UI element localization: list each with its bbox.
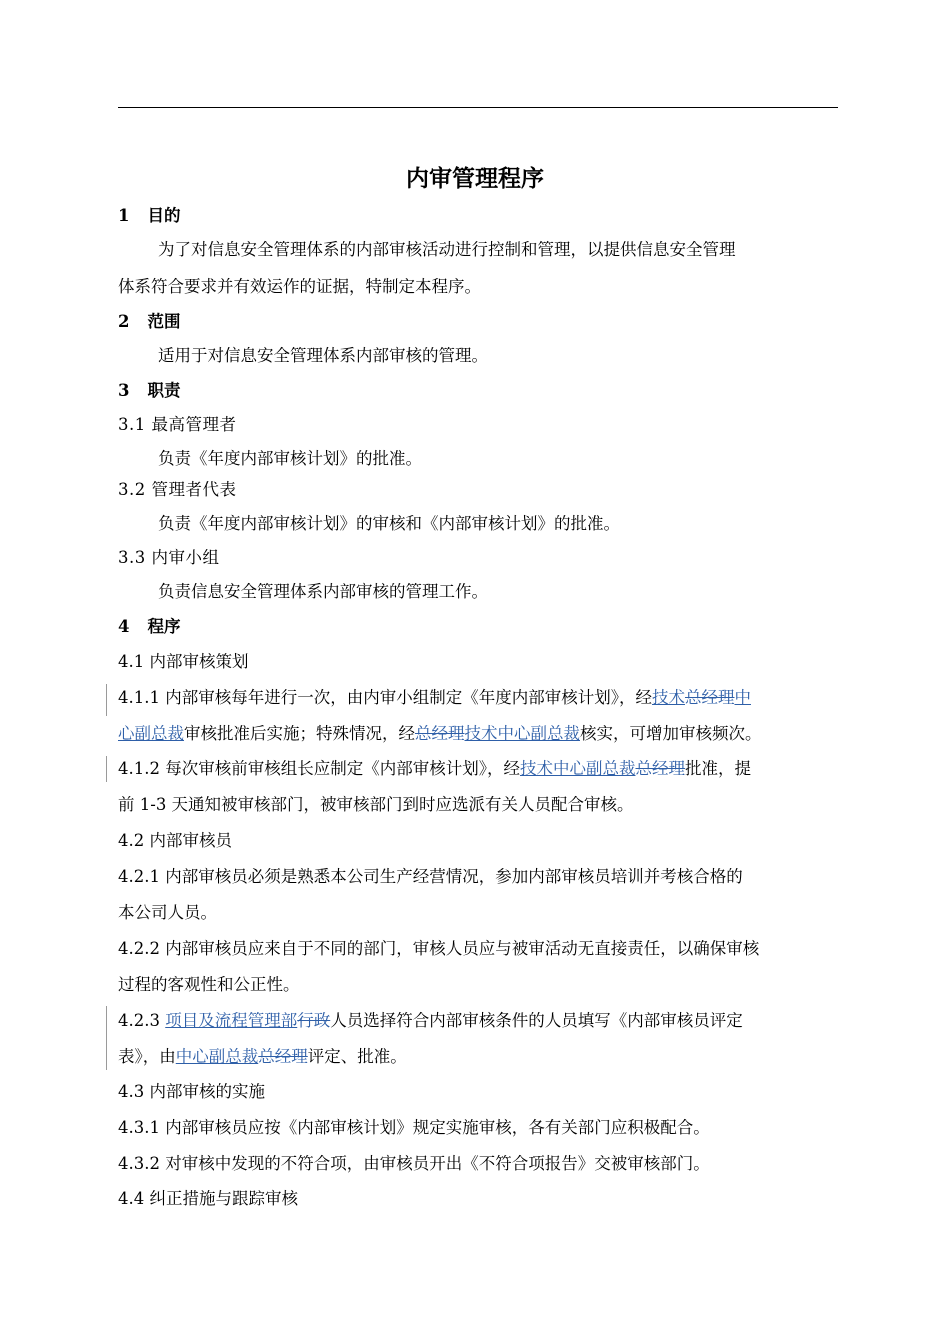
deleted-text: 总经理 [635,759,685,778]
paragraph: 4.2.2 内部审核员应来自于不同的部门，审核人员应与被审活动无直接责任，以确保审核 [118,939,760,958]
section-title: 程序 [147,617,181,636]
paragraph: 4.3.2 对审核中发现的不符合项，由审核员开出《不符合项报告》交被审核部门。 [118,1154,710,1173]
paragraph: 4.2.1 内部审核员必须是熟悉本公司生产经营情况，参加内部审核员培训并考核合格的 [118,867,743,886]
subsection-heading: 3.3 内审小组 [118,548,220,567]
section-3-heading [118,379,843,403]
subsection-heading: 4.4 纠正措施与跟踪审核 [118,1189,298,1208]
deleted-text: 总经理 [415,724,465,743]
inserted-text: 技术中心副总裁 [519,759,636,778]
deleted-text: 总经理 [684,688,735,707]
document-title: 内审管理程序 [406,165,544,192]
section-title: 范围 [147,312,181,331]
section-number: 1 [118,206,130,225]
revision-bar [106,1006,107,1070]
subsection-heading: 4.2 内部审核员 [118,831,232,850]
paragraph: 表》，由中心副总裁总经理评定、批准。 [118,1047,407,1066]
section-number: 2 [118,312,130,331]
section-1-heading [118,204,843,228]
section-title: 职责 [147,381,181,400]
paragraph: 体系符合要求并有效运作的证据，特制定本程序。 [118,277,481,296]
inserted-text: 心副总裁 [118,724,184,743]
paragraph: 4.3.1 内部审核员应按《内部审核计划》规定实施审核，各有关部门应积极配合。 [118,1118,710,1137]
subsection-heading: 4.1 内部审核策划 [118,652,249,671]
section-number: 3 [118,381,130,400]
section-title: 目的 [147,206,181,225]
inserted-text: 项目及流程管理部 [165,1011,298,1030]
paragraph: 本公司人员。 [118,903,217,922]
section-2-heading [118,310,843,334]
paragraph: 负责《年度内部审核计划》的审核和《内部审核计划》的批准。 [158,514,620,533]
revision-bar [106,756,107,782]
revision-bar [106,684,107,716]
paragraph: 负责《年度内部审核计划》的批准。 [158,449,422,468]
paragraph: 4.1.1 内部审核每年进行一次，由内审小组制定《年度内部审核计划》，经技术总经理中 [118,688,751,707]
subsection-heading: 3.2 管理者代表 [118,480,237,499]
inserted-text: 技术中心副总裁 [464,724,580,743]
inserted-text: 中心副总裁 [175,1047,259,1066]
subsection-heading: 3.1 最高管理者 [118,415,237,434]
inserted-text: 技术 [651,688,685,707]
deleted-text: 行政 [297,1011,331,1030]
paragraph: 心副总裁审核批准后实施；特殊情况，经总经理技术中心副总裁核实，可增加审核频次。 [118,724,762,743]
deleted-text: 总经理 [258,1047,308,1066]
paragraph: 适用于对信息安全管理体系内部审核的管理。 [158,346,488,365]
paragraph: 前 1-3 天通知被审核部门，被审核部门到时应选派有关人员配合审核。 [118,795,634,814]
paragraph: 4.1.2 每次审核前审核组长应制定《内部审核计划》，经技术中心副总裁总经理批准，提 [118,759,751,778]
subsection-heading: 4.3 内部审核的实施 [118,1082,265,1101]
inserted-text: 中 [734,688,751,707]
section-4-heading [118,615,843,639]
header-rule [118,107,838,108]
paragraph: 负责信息安全管理体系内部审核的管理工作。 [158,582,488,601]
section-number: 4 [118,617,130,636]
paragraph: 4.2.3 项目及流程管理部行政人员选择符合内部审核条件的人员填写《内部审核员评定 [118,1011,743,1030]
paragraph: 为了对信息安全管理体系的内部审核活动进行控制和管理，以提供信息安全管理 [158,240,736,259]
paragraph: 过程的客观性和公正性。 [118,975,300,994]
